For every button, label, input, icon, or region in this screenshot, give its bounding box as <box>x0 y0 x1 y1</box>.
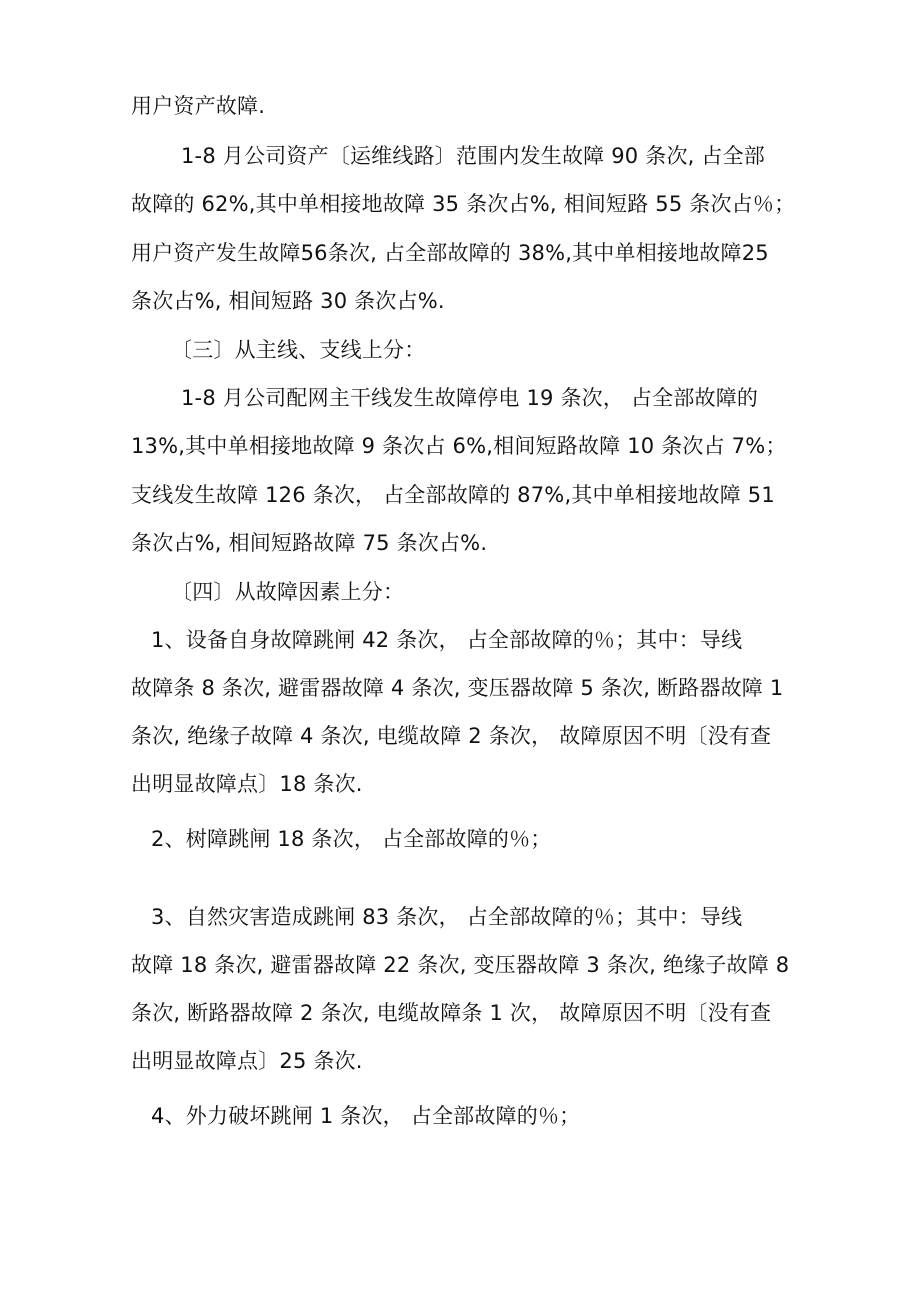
text-line: 条次占%, 相间短路故障 75 条次占%. <box>131 531 488 555</box>
section-heading: 〔四〕从故障因素上分： <box>171 580 405 604</box>
text-line: 出明显故障点〕25 条次. <box>131 1049 363 1073</box>
text-line: 4、外力破坏跳闸 1 条次， 占全部故障的％； <box>151 1104 581 1128</box>
text-line: 1-8 月公司配网主干线发生故障停电 19 条次， 占全部故障的 <box>181 386 759 410</box>
text-line: 用户资产故障. <box>131 94 266 118</box>
text-line: 支线发生故障 126 条次， 占全部故障的 87%,其中单相接地故障 51 <box>131 483 775 507</box>
text-line: 用户资产发生故障56条次, 占全部故障的 38%,其中单相接地故障25 <box>131 241 769 265</box>
text-line: 1-8 月公司资产〔运维线路〕范围内发生故障 90 条次, 占全部 <box>181 144 765 168</box>
text-line: 出明显故障点〕18 条次. <box>131 772 363 796</box>
text-line: 故障 18 条次, 避雷器故障 22 条次, 变压器故障 3 条次, 绝缘子故障 8 <box>131 953 790 977</box>
text-line: 13%,其中单相接地故障 9 条次占 6%,相间短路故障 10 条次占 7%； <box>131 434 787 458</box>
section-heading: 〔三〕从主线、支线上分： <box>171 338 426 362</box>
text-line: 1、设备自身故障跳闸 42 条次， 占全部故障的％；其中：导线 <box>151 628 743 652</box>
text-line: 2、树障跳闸 18 条次， 占全部故障的％； <box>151 827 552 851</box>
text-line: 条次, 绝缘子故障 4 条次, 电缆故障 2 条次， 故障原因不明〔没有查 <box>131 724 772 748</box>
text-line: 条次, 断路器故障 2 条次, 电缆故障条 1 次， 故障原因不明〔没有查 <box>131 1001 772 1025</box>
text-line: 条次占%, 相间短路 30 条次占%. <box>131 289 445 313</box>
text-line: 故障的 62%,其中单相接地故障 35 条次占%, 相间短路 55 条次占％； <box>131 192 796 216</box>
text-line: 3、自然灾害造成跳闸 83 条次， 占全部故障的％；其中：导线 <box>151 905 743 929</box>
text-line: 故障条 8 条次, 避雷器故障 4 条次, 变压器故障 5 条次, 断路器故障 1 <box>131 676 784 700</box>
